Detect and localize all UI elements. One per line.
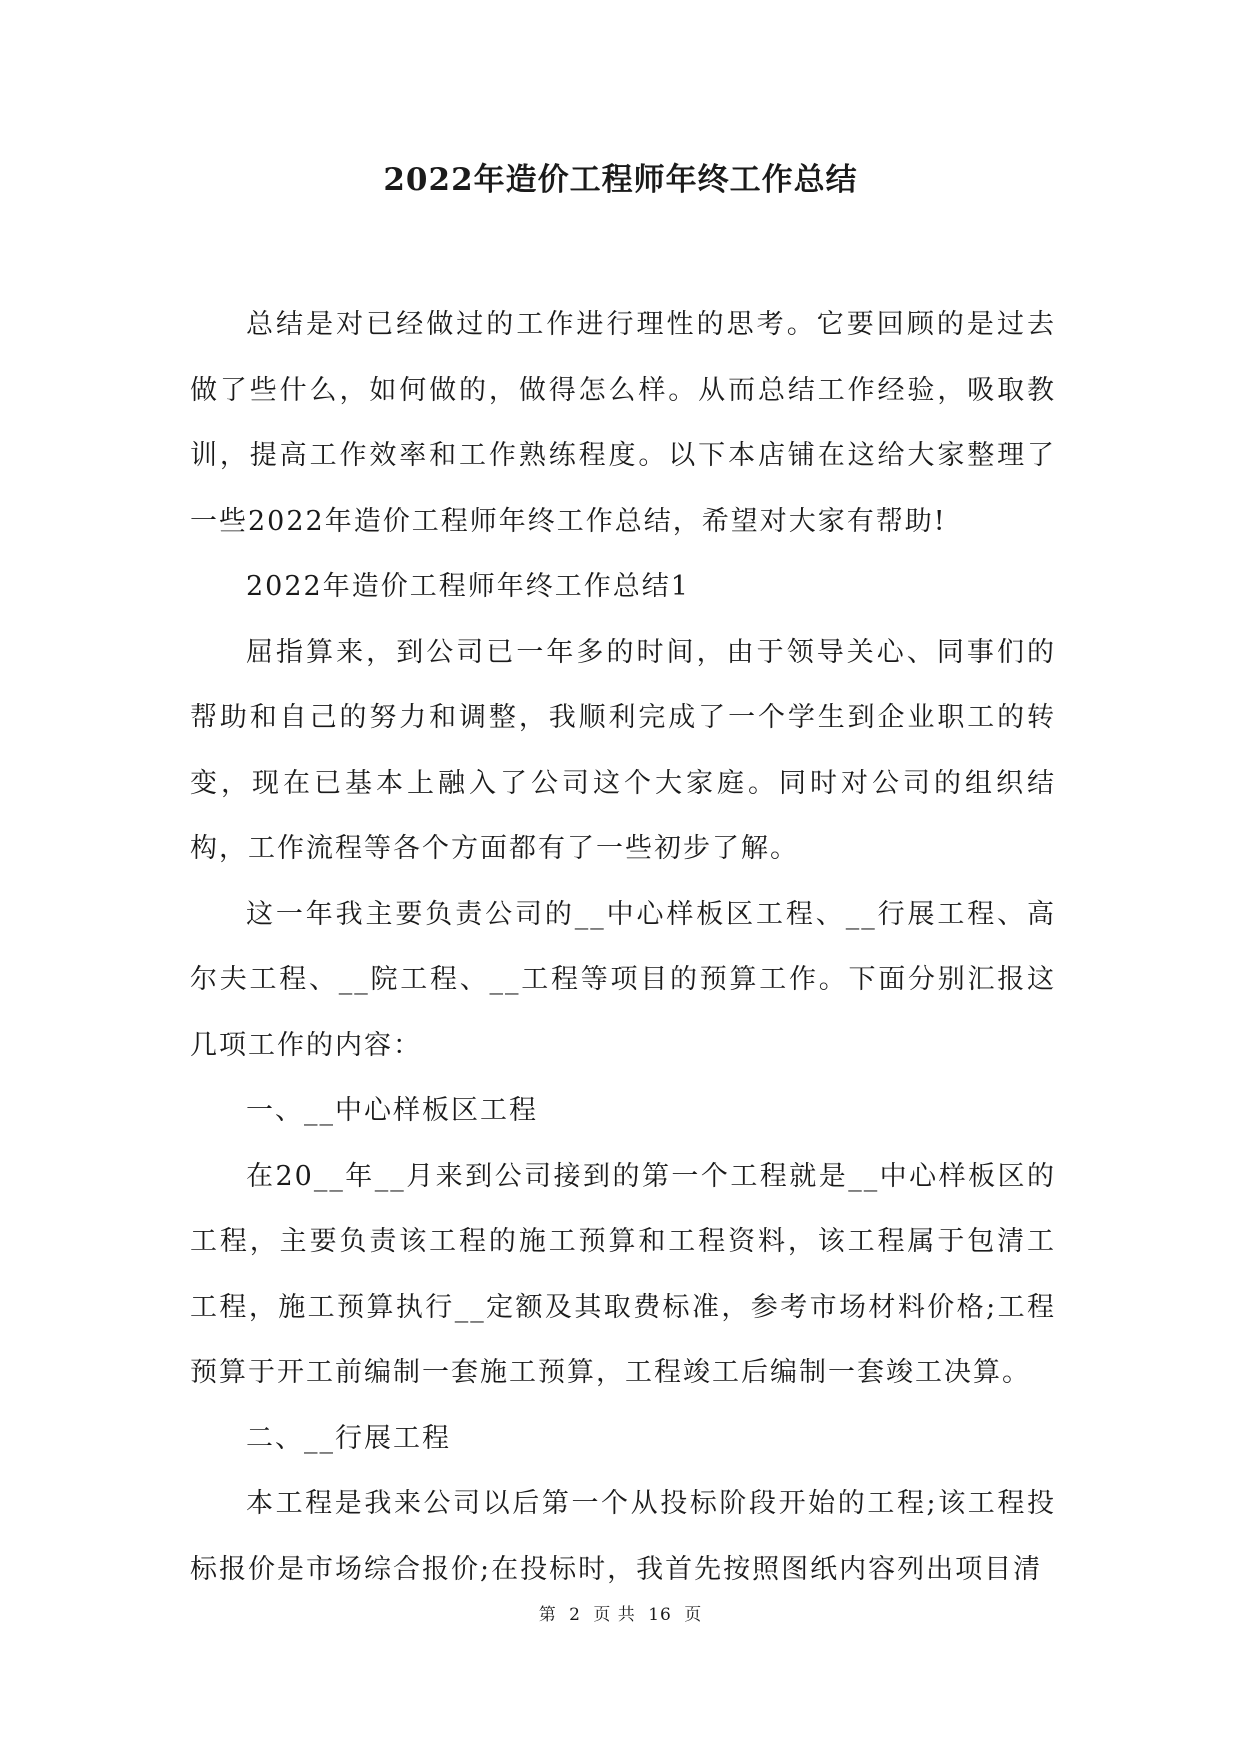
page-footer (0, 1600, 1241, 1625)
footer-total-pages: 16 (648, 1605, 672, 1625)
document-title: 2022年造价工程师年终工作总结 (383, 162, 858, 198)
section-heading-summary-1: 2022年造价工程师年终工作总结1 (246, 571, 690, 602)
paragraph-responsibilities: 这一年我主要负责公司的__中心样板区工程、__行展工程、高尔夫工程、__院工程、__工程等项目的预算工作。下面分别汇报这几项工作的内容： (190, 898, 1056, 1061)
subheading-project-1: 一、__中心样板区工程 (246, 1095, 538, 1126)
paragraph-project-1: 在20__年__月来到公司接到的第一个工程就是__中心样板区的工程，主要负责该工程的施工预算和工程资料，该工程属于包清工工程，施工预算执行__定额及其取费标准，参考市场材料价格;工程预算于开工前编制一套施工预算，工程竣工后编制一套竣工决算。 (190, 1160, 1056, 1388)
footer-prefix: 第 (538, 1605, 557, 1625)
footer-middle: 页 共 (593, 1605, 636, 1625)
footer-current-page: 2 (569, 1605, 581, 1625)
subheading-project-2: 二、__行展工程 (246, 1422, 451, 1454)
paragraph-intro: 总结是对已经做过的工作进行理性的思考。它要回顾的是过去做了些什么，如何做的，做得怎么样。从而总结工作经验，吸取教训，提高工作效率和工作熟练程度。以下本店铺在这给大家整理了一些2022年造价工程师年终工作总结，希望对大家有帮助! (190, 309, 1056, 537)
paragraph-overview: 屈指算来，到公司已一年多的时间，由于领导关心、同事们的帮助和自己的努力和调整，我顺利完成了一个学生到企业职工的转变，现在已基本上融入了公司这个大家庭。同时对公司的组织结构，工作流程等各个方面都有了一些初步了解。 (190, 636, 1056, 864)
document-body (190, 292, 1056, 1602)
paragraph-project-2: 本工程是我来公司以后第一个从投标阶段开始的工程;该工程投标报价是市场综合报价;在投标时，我首先按照图纸内容列出项目清 (190, 1488, 1056, 1585)
footer-suffix: 页 (684, 1605, 703, 1625)
